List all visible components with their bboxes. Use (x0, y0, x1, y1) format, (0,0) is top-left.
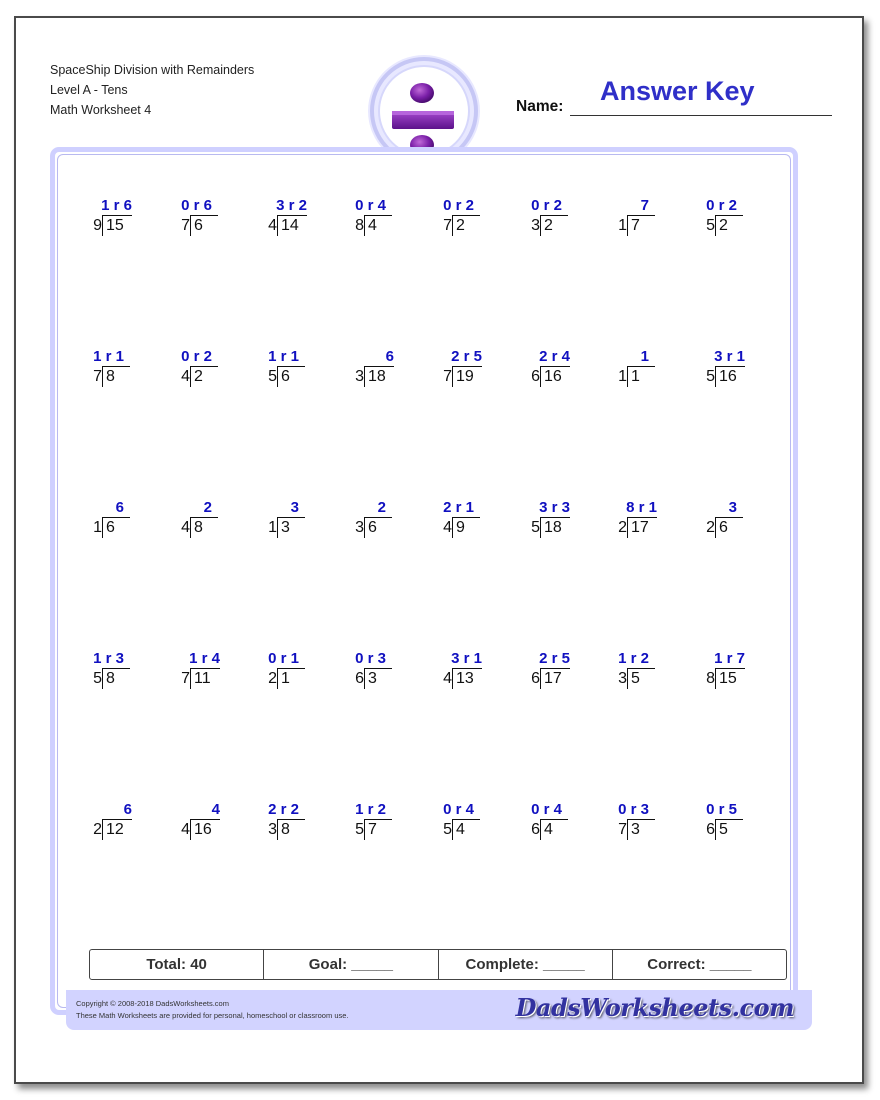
problem-answer: 8 r 1 (626, 499, 657, 516)
problem-dividend: 3 (631, 821, 640, 838)
problem-dividend: 2 (456, 217, 465, 234)
problem-dividend: 15 (106, 217, 124, 234)
problem-divisor: 3 (355, 519, 364, 536)
worksheet-level: Level A - Tens (50, 83, 128, 97)
problem-answer: 2 r 5 (451, 348, 482, 365)
division-problem (239, 196, 319, 236)
footer-bar (66, 990, 812, 1030)
division-problem (677, 649, 757, 689)
division-problem (152, 498, 232, 538)
score-goal: Goal: _____ (264, 950, 438, 979)
problem-answer: 0 r 3 (618, 801, 649, 818)
problem-grid (64, 196, 784, 896)
problem-dividend: 8 (106, 670, 115, 687)
score-total: Total: 40 (90, 950, 264, 979)
problem-dividend: 12 (106, 821, 124, 838)
problem-dividend: 6 (106, 519, 115, 536)
copyright-line: Copyright © 2008-2018 DadsWorksheets.com (76, 999, 229, 1008)
problem-divisor: 7 (443, 368, 452, 385)
division-problem (239, 649, 319, 689)
problem-answer: 0 r 4 (355, 197, 386, 214)
problem-divisor: 8 (706, 670, 715, 687)
problem-divisor: 7 (181, 217, 190, 234)
problem-divisor: 7 (618, 821, 627, 838)
problem-divisor: 3 (618, 670, 627, 687)
brand-logo[interactable]: DadsWorksheets.com (515, 993, 794, 1022)
usage-notice: These Math Worksheets are provided for personal, homeschool or classroom use. (76, 1011, 349, 1020)
division-problem (326, 196, 406, 236)
division-problem (64, 800, 144, 840)
score-table (89, 949, 787, 980)
division-problem (239, 800, 319, 840)
problem-dividend: 16 (544, 368, 562, 385)
problem-answer: 1 r 6 (101, 197, 132, 214)
problem-dividend: 6 (194, 217, 203, 234)
division-problem (239, 498, 319, 538)
problem-divisor: 2 (618, 519, 627, 536)
division-problem (152, 196, 232, 236)
problem-dividend: 4 (544, 821, 553, 838)
problem-answer: 3 (728, 499, 737, 516)
problem-dividend: 1 (631, 368, 640, 385)
problem-dividend: 18 (368, 368, 386, 385)
problem-divisor: 5 (706, 368, 715, 385)
problem-dividend: 3 (368, 670, 377, 687)
problem-answer: 1 r 2 (618, 650, 649, 667)
problem-answer: 1 r 4 (189, 650, 220, 667)
problem-dividend: 16 (719, 368, 737, 385)
problem-divisor: 7 (443, 217, 452, 234)
division-problem (502, 800, 582, 840)
problem-divisor: 7 (93, 368, 102, 385)
problem-answer: 4 (211, 801, 220, 818)
problem-divisor: 4 (443, 519, 452, 536)
problem-answer: 1 r 2 (355, 801, 386, 818)
problem-dividend: 6 (719, 519, 728, 536)
division-problem (326, 347, 406, 387)
problem-dividend: 9 (456, 519, 465, 536)
problem-answer: 3 r 2 (276, 197, 307, 214)
division-problem (326, 498, 406, 538)
problem-answer: 2 r 1 (443, 499, 474, 516)
problem-answer: 3 r 1 (451, 650, 482, 667)
problem-divisor: 2 (268, 670, 277, 687)
problem-dividend: 15 (719, 670, 737, 687)
problem-divisor: 2 (93, 821, 102, 838)
problem-dividend: 18 (544, 519, 562, 536)
division-problem (502, 649, 582, 689)
problem-dividend: 2 (544, 217, 553, 234)
problem-answer: 1 (640, 348, 649, 365)
problem-dividend: 8 (106, 368, 115, 385)
problem-answer: 3 (290, 499, 299, 516)
division-problem (239, 347, 319, 387)
division-problem (414, 498, 494, 538)
problem-divisor: 6 (531, 821, 540, 838)
division-problem (589, 196, 669, 236)
division-problem (414, 196, 494, 236)
problem-divisor: 5 (93, 670, 102, 687)
name-underline (570, 115, 832, 116)
problem-divisor: 4 (181, 519, 190, 536)
problem-answer: 7 (640, 197, 649, 214)
problem-answer: 3 r 1 (714, 348, 745, 365)
division-problem (502, 498, 582, 538)
problem-dividend: 19 (456, 368, 474, 385)
problem-dividend: 8 (194, 519, 203, 536)
problem-divisor: 4 (268, 217, 277, 234)
problem-answer: 2 (377, 499, 386, 516)
problem-answer: 0 r 5 (706, 801, 737, 818)
division-problem (589, 649, 669, 689)
division-problem (64, 347, 144, 387)
division-problem (414, 800, 494, 840)
division-problem (677, 347, 757, 387)
division-problem (502, 196, 582, 236)
problem-dividend: 8 (281, 821, 290, 838)
problem-answer: 2 r 4 (539, 348, 570, 365)
problem-answer: 0 r 2 (531, 197, 562, 214)
problem-answer: 0 r 2 (706, 197, 737, 214)
division-problem (152, 800, 232, 840)
division-problem (414, 347, 494, 387)
problem-dividend: 1 (281, 670, 290, 687)
problem-answer: 1 r 3 (93, 650, 124, 667)
problem-dividend: 16 (194, 821, 212, 838)
problem-divisor: 3 (531, 217, 540, 234)
problem-divisor: 5 (706, 217, 715, 234)
problem-dividend: 6 (281, 368, 290, 385)
problem-divisor: 1 (268, 519, 277, 536)
problem-dividend: 6 (368, 519, 377, 536)
score-complete: Complete: _____ (439, 950, 613, 979)
division-problem (502, 347, 582, 387)
problem-answer: 1 r 7 (714, 650, 745, 667)
problem-answer: 2 r 5 (539, 650, 570, 667)
copyright (76, 998, 349, 1022)
division-problem (589, 498, 669, 538)
problem-dividend: 17 (631, 519, 649, 536)
problem-dividend: 2 (719, 217, 728, 234)
worksheet-number: Math Worksheet 4 (50, 103, 152, 117)
problem-answer: 2 r 2 (268, 801, 299, 818)
problem-divisor: 4 (181, 821, 190, 838)
division-problem (152, 347, 232, 387)
problem-answer: 6 (123, 801, 132, 818)
division-problem (414, 649, 494, 689)
problem-dividend: 7 (631, 217, 640, 234)
problem-dividend: 4 (368, 217, 377, 234)
division-problem (64, 498, 144, 538)
problem-divisor: 6 (531, 368, 540, 385)
division-problem (326, 800, 406, 840)
problem-dividend: 5 (631, 670, 640, 687)
problem-dividend: 4 (456, 821, 465, 838)
problem-divisor: 9 (93, 217, 102, 234)
problem-answer: 3 r 3 (539, 499, 570, 516)
problem-divisor: 6 (706, 821, 715, 838)
problem-divisor: 5 (355, 821, 364, 838)
division-problem (589, 800, 669, 840)
worksheet-title: SpaceShip Division with Remainders (50, 63, 255, 77)
division-problem (64, 649, 144, 689)
problem-answer: 0 r 2 (443, 197, 474, 214)
problem-answer: 1 r 1 (268, 348, 299, 365)
problem-answer: 2 (203, 499, 212, 516)
problem-dividend: 17 (544, 670, 562, 687)
division-problem (589, 347, 669, 387)
problem-divisor: 1 (618, 217, 627, 234)
problem-divisor: 4 (443, 670, 452, 687)
division-problem (677, 196, 757, 236)
problem-divisor: 6 (355, 670, 364, 687)
problem-divisor: 1 (618, 368, 627, 385)
worksheet-header (50, 60, 254, 120)
division-problem (152, 649, 232, 689)
problem-dividend: 2 (194, 368, 203, 385)
problem-dividend: 7 (368, 821, 377, 838)
problem-answer: 6 (115, 499, 124, 516)
name-field (516, 76, 832, 116)
problem-divisor: 4 (181, 368, 190, 385)
score-correct: Correct: _____ (647, 956, 752, 973)
problem-answer: 0 r 1 (268, 650, 299, 667)
problem-dividend: 11 (194, 670, 211, 687)
problem-dividend: 13 (456, 670, 474, 687)
division-problem (677, 800, 757, 840)
problem-answer: 0 r 3 (355, 650, 386, 667)
problem-divisor: 7 (181, 670, 190, 687)
problem-divisor: 1 (93, 519, 102, 536)
problem-divisor: 6 (531, 670, 540, 687)
problem-divisor: 5 (443, 821, 452, 838)
division-problem (677, 498, 757, 538)
division-problem (64, 196, 144, 236)
problem-answer: 1 r 1 (93, 348, 124, 365)
problem-divisor: 5 (531, 519, 540, 536)
problem-answer: 0 r 2 (181, 348, 212, 365)
answer-key-title: Answer Key (600, 76, 755, 106)
problem-answer: 0 r 6 (181, 197, 212, 214)
problem-dividend: 5 (719, 821, 728, 838)
division-problem (326, 649, 406, 689)
problem-divisor: 3 (268, 821, 277, 838)
problem-divisor: 2 (706, 519, 715, 536)
problem-dividend: 14 (281, 217, 299, 234)
name-label: Name: (516, 98, 564, 115)
problem-answer: 0 r 4 (443, 801, 474, 818)
problem-divisor: 5 (268, 368, 277, 385)
problem-divisor: 3 (355, 368, 364, 385)
problem-answer: 0 r 4 (531, 801, 562, 818)
problem-dividend: 3 (281, 519, 290, 536)
problem-answer: 6 (385, 348, 394, 365)
problem-divisor: 8 (355, 217, 364, 234)
